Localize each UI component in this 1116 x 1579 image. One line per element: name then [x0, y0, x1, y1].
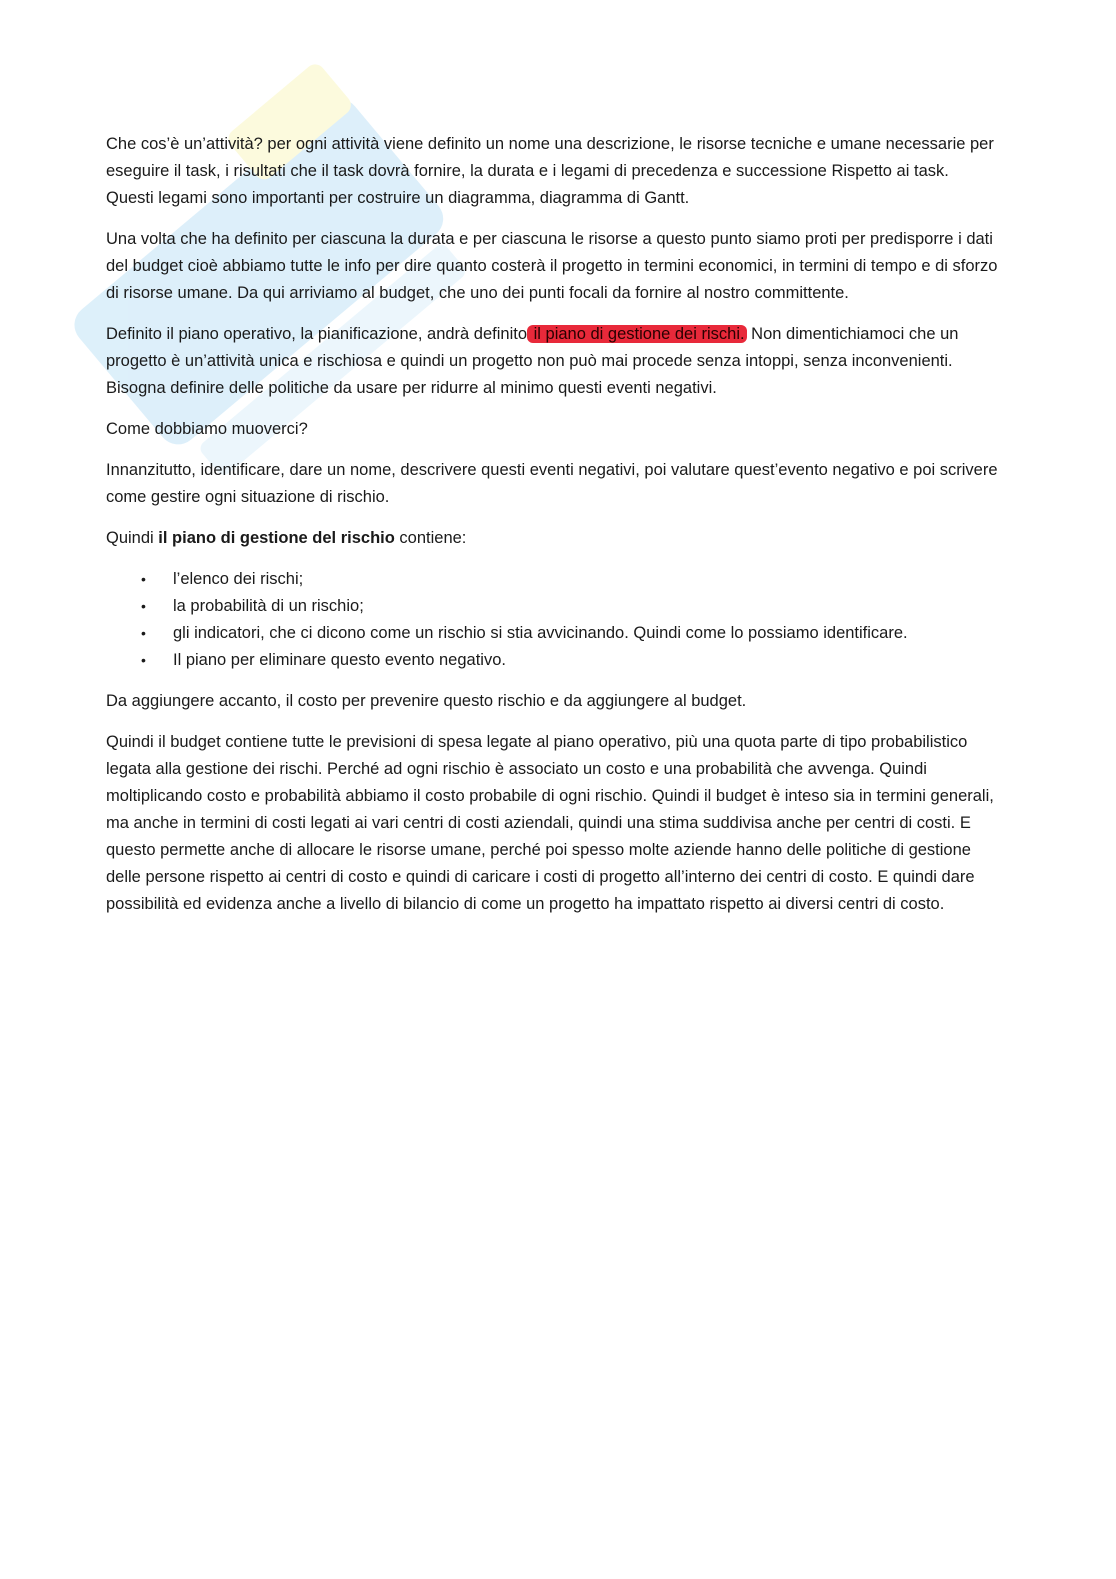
plan-contents-before: Quindi: [106, 529, 159, 547]
list-item-text: gli indicatori, che ci dicono come un rischio si stia avvicinando. Quindi come lo possiamo identificare.: [173, 624, 908, 642]
list-item: [106, 620, 1001, 647]
paragraph-budget-intro: Una volta che ha definito per ciascuna la durata e per ciascuna le risorse a questo punto siamo proti per predisporre i dati del budget cioè abbiamo tutte le info per dire quanto costerà il progetto in termini economici, in termini di tempo e di sforzo di risorse umane. Da qui arriviamo al budget, che uno dei punti focali da fornire al nostro committente.: [106, 230, 998, 302]
bullet-icon: •: [141, 598, 146, 614]
paragraph-question: Come dobbiamo muoverci?: [106, 420, 308, 438]
bullet-icon: •: [141, 625, 146, 641]
list-item-text: Il piano per eliminare questo evento negativo.: [173, 651, 506, 669]
document-page: [106, 131, 1001, 932]
list-item: [106, 647, 1001, 674]
paragraph-steps: Innanzitutto, identificare, dare un nome, descrivere questi eventi negativi, poi valutare quest’evento negativo e poi scrivere come gestire ogni situazione di rischio.: [106, 461, 998, 506]
paragraph-plan-contents: [106, 525, 1001, 552]
plan-contents-after: contiene:: [394, 529, 467, 547]
list-item: [106, 593, 1001, 620]
paragraph-activity: Che cos’è un’attività? per ogni attività viene definito un nome una descrizione, le risorse tecniche e umane necessarie per eseguire il task, i risultati che il task dovrà fornire, la durata e i legami di precedenza e successione Rispetto ai task. Questi legami sono importanti per costruire un diagramma, diagramma di Gantt.: [106, 135, 994, 207]
risk-plan-text-after: Non dimentichiamoci che un progetto è un’attività unica e rischiosa e quindi un progetto non può mai procede senza intoppi, senza inconvenienti. Bisogna definire delle politiche da usare per ridurre al minimo questi eventi negativi.: [106, 325, 959, 397]
plan-contents-bold: il piano di gestione del rischio: [158, 529, 395, 547]
bullet-icon: •: [141, 571, 146, 587]
list-item: [106, 566, 1001, 593]
list-item-text: l’elenco dei rischi;: [173, 570, 304, 588]
bullet-icon: •: [141, 652, 146, 668]
risk-plan-list: [106, 566, 1001, 674]
highlighted-text: il piano di gestione dei rischi.: [529, 325, 745, 343]
risk-plan-text-before: Definito il piano operativo, la pianificazione, andrà definito: [106, 325, 528, 343]
paragraph-prevention-cost: Da aggiungere accanto, il costo per prevenire questo rischio e da aggiungere al budget.: [106, 692, 747, 710]
paragraph-budget-details: Quindi il budget contiene tutte le previsioni di spesa legate al piano operativo, più una quota parte di tipo probabilistico legata alla gestione dei rischi. Perché ad ogni rischio è associato un costo e una probabilità che avvenga. Quindi moltiplicando costo e probabilità abbiamo il costo probabile di ogni rischio. Quindi il budget è inteso sia in termini generali, ma anche in termini di costi legati ai vari centri di costi aziendali, quindi una stima suddivisa anche per centri di costi. E questo permette anche di allocare le risorse umane, perché poi spesso molte aziende hanno delle politiche di gestione delle persone rispetto ai centri di costo e quindi di caricare i costi di progetto all’interno dei centri di costo. E quindi dare possibilità ed evidenza anche a livello di bilancio di come un progetto ha impattato rispetto ai diversi centri di costo.: [106, 733, 994, 913]
paragraph-risk-plan: [106, 321, 1001, 402]
list-item-text: la probabilità di un rischio;: [173, 597, 364, 615]
